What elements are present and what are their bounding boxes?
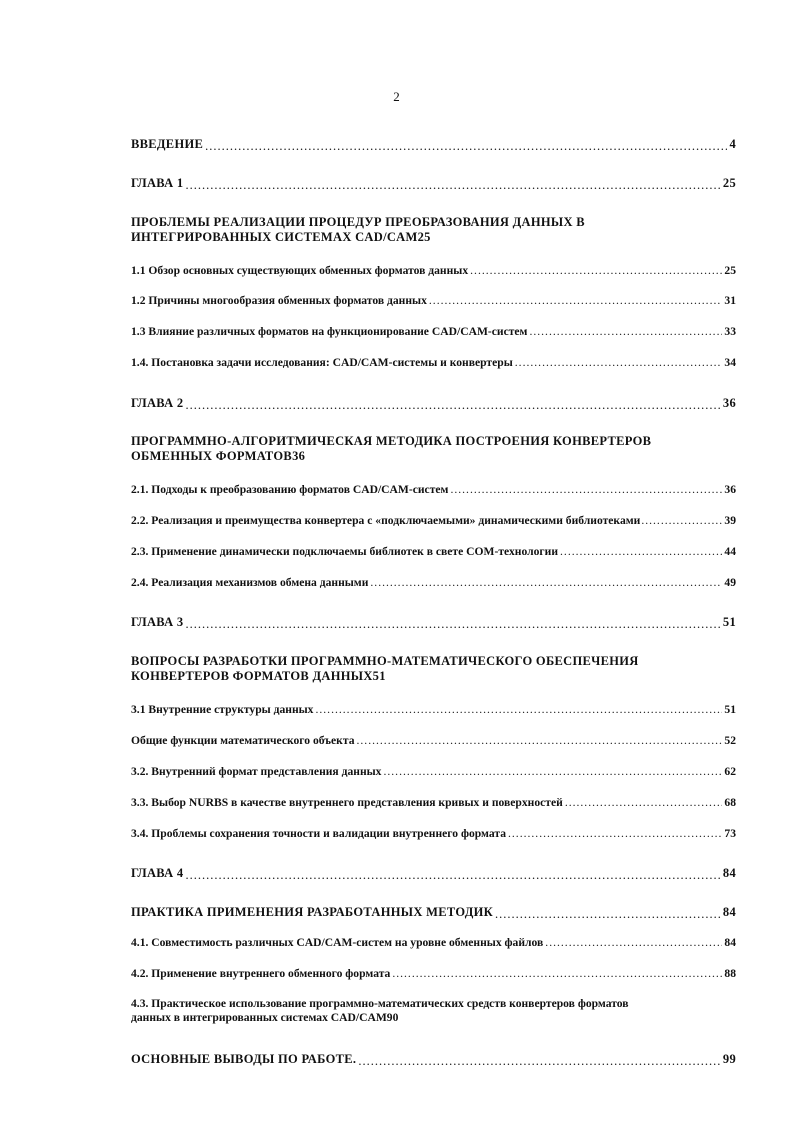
toc-entry-1-2[interactable] [131,294,736,307]
toc-entry-title-line1: 4.3. Практическое использование программно-математических средств конвертеров форматов [131,997,629,1010]
toc-entry-page: 52 [724,734,736,747]
toc-leader-dots [205,140,727,153]
toc-entry-page: 62 [724,765,736,778]
toc-entry-page: 31 [724,294,736,307]
toc-entry-title: 3.3. Выбор NURBS в качестве внутреннего представления кривых и поверхностей [131,796,563,809]
toc-leader-dots [185,179,720,192]
toc-leader-dots [560,546,722,558]
toc-entry-page: 36 [724,483,736,496]
toc-entry-3-3[interactable] [131,796,736,809]
toc-leader-dots [450,484,722,496]
toc-entry-title-line2: ИНТЕГРИРОВАННЫХ СИСТЕМАХ CAD/CAM [131,230,418,244]
toc-leader-dots [315,704,722,716]
toc-entry-4-1[interactable] [131,936,736,949]
toc-leader-dots [470,265,722,277]
toc-entry-page: 68 [724,796,736,809]
toc-entry-page: 49 [724,576,736,589]
toc-entry-introduction[interactable] [131,137,736,152]
toc-leader-dots [185,618,720,631]
toc-entry-page: 88 [724,967,736,980]
toc-entry-chapter-4-title[interactable] [131,905,736,920]
toc-entry-title: 4.2. Применение внутреннего обменного формата [131,967,391,980]
toc-entry-title: 3.1 Внутренние структуры данных [131,703,314,716]
toc-leader-dots [383,766,722,778]
toc-leader-dots [370,577,722,589]
toc-entry-title: Общие функции математического объекта [131,734,355,747]
toc-entry-chapter-1[interactable] [131,176,736,191]
toc-entry-title: 3.4. Проблемы сохранения точности и валидации внутреннего формата [131,827,506,840]
toc-entry-chapter-1-title[interactable] [131,215,736,245]
toc-entry-page: 25 [417,230,431,244]
toc-leader-dots [185,869,720,882]
toc-entry-1-4[interactable] [131,356,736,369]
toc-entry-page: 25 [724,264,736,277]
toc-entry-title: ВВЕДЕНИЕ [131,137,204,151]
toc-entry-title: ГЛАВА 1 [131,176,184,190]
toc-entry-title-line1: ВОПРОСЫ РАЗРАБОТКИ ПРОГРАММНО-МАТЕМАТИЧЕСКОГО ОБЕСПЕЧЕНИЯ [131,654,639,668]
toc-entry-title: ОСНОВНЫЕ ВЫВОДЫ ПО РАБОТЕ. [131,1052,357,1066]
toc-entry-chapter-2-title[interactable] [131,434,736,464]
toc-entry-title: 1.1 Обзор основных существующих обменных форматов данных [131,264,469,277]
toc-entry-page: 4 [729,137,736,151]
toc-entry-page: 84 [724,936,736,949]
toc-entry-page: 39 [724,514,736,527]
toc-entry-title: ГЛАВА 4 [131,866,184,880]
toc-entry-4-2[interactable] [131,967,736,980]
toc-entry-title: 2.4. Реализация механизмов обмена данными [131,576,369,589]
toc-entry-title: 2.1. Подходы к преобразованию форматов CAD/CAM-систем [131,483,449,496]
toc-entry-chapter-4[interactable] [131,866,736,881]
toc-leader-dots [429,295,723,307]
toc-entry-2-3[interactable] [131,545,736,558]
toc-entry-page: 36 [292,449,306,463]
toc-entry-3-1[interactable] [131,703,736,716]
toc-entry-title: 4.1. Совместимость различных CAD/CAM-систем на уровне обменных файлов [131,936,544,949]
toc-entry-page: 84 [722,905,736,919]
toc-entry-1-1[interactable] [131,264,736,277]
toc-entry-title: 1.4. Постановка задачи исследования: CAD/CAM-системы и конвертеры [131,356,513,369]
toc-entry-3-4[interactable] [131,827,736,840]
toc-entry-page: 36 [722,396,736,410]
toc-entry-1-3[interactable] [131,325,736,338]
toc-entry-title-line2: данных в интегрированных системах CAD/CAM [131,1011,387,1024]
toc-entry-math-object-functions[interactable] [131,734,736,747]
toc-leader-dots [357,735,723,747]
toc-entry-conclusions[interactable] [131,1052,736,1067]
toc-entry-4-3[interactable] [131,997,736,1025]
toc-leader-dots [495,908,721,921]
toc-leader-dots [515,357,723,369]
toc-entry-title-line2: ОБМЕННЫХ ФОРМАТОВ [131,449,293,463]
toc-entry-title: 2.2. Реализация и преимущества конвертера с «подключаемыми» динамическими библиотеками [131,514,641,527]
toc-leader-dots [641,515,723,527]
toc-entry-chapter-3-title[interactable] [131,654,736,684]
toc-entry-page: 51 [724,703,736,716]
toc-entry-page: 33 [724,325,736,338]
toc-entry-title-line1: ПРОГРАММНО-АЛГОРИТМИЧЕСКАЯ МЕТОДИКА ПОСТРОЕНИЯ КОНВЕРТЕРОВ [131,434,652,448]
toc-entry-title: ГЛАВА 2 [131,396,184,410]
toc-entry-page: 51 [722,615,736,629]
toc-entry-page: 99 [722,1052,736,1066]
toc-leader-dots [545,937,722,949]
toc-leader-dots [358,1055,721,1068]
toc-entry-3-2[interactable] [131,765,736,778]
toc-leader-dots [508,828,722,840]
toc-entry-page: 44 [724,545,736,558]
toc-entry-2-2[interactable] [131,514,736,527]
toc-entry-title: 3.2. Внутренний формат представления данных [131,765,382,778]
toc-entry-chapter-3[interactable] [131,615,736,630]
toc-entry-page: 51 [372,669,386,683]
toc-entry-title-line2: КОНВЕРТЕРОВ ФОРМАТОВ ДАННЫХ [131,669,373,683]
toc-entry-chapter-2[interactable] [131,396,736,411]
page-number: 2 [393,89,400,104]
toc-entry-page: 25 [722,176,736,190]
toc-entry-title: 1.2 Причины многообразия обменных форматов данных [131,294,427,307]
toc-entry-page: 73 [724,827,736,840]
toc-leader-dots [392,968,722,980]
toc-entry-page: 84 [722,866,736,880]
toc-entry-page: 90 [386,1011,399,1024]
toc-leader-dots [565,797,723,809]
toc-leader-dots [185,399,720,412]
toc-entry-2-4[interactable] [131,576,736,589]
toc-entry-title-line1: ПРОБЛЕМЫ РЕАЛИЗАЦИИ ПРОЦЕДУР ПРЕОБРАЗОВАНИЯ ДАННЫХ В [131,215,585,229]
toc-entry-title: 2.3. Применение динамически подключаемы библиотек в свете COM-технологии [131,545,559,558]
toc-entry-title: ГЛАВА 3 [131,615,184,629]
toc-entry-title: ПРАКТИКА ПРИМЕНЕНИЯ РАЗРАБОТАННЫХ МЕТОДИК [131,905,494,919]
toc-entry-title: 1.3 Влияние различных форматов на функционирование CAD/CAM-систем [131,325,528,338]
toc-entry-page: 34 [724,356,736,369]
toc-leader-dots [529,326,722,338]
toc-entry-2-1[interactable] [131,483,736,496]
